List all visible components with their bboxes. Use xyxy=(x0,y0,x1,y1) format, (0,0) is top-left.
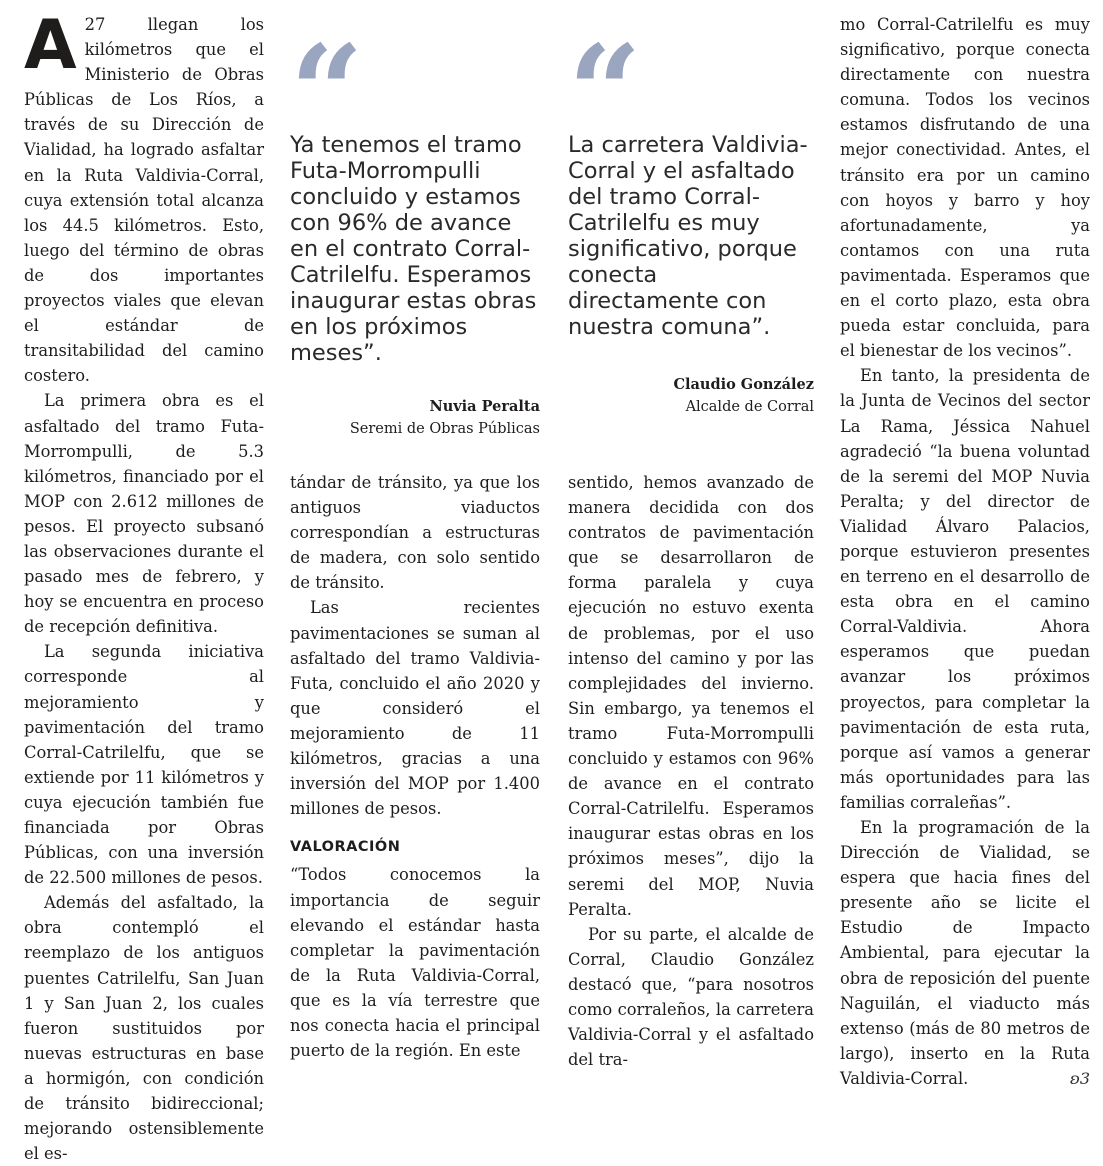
paragraph: Las recientes pavimentaciones se suman al asfaltado del tramo Valdivia-Futa, concluido el año 2020 y que consideró el mejoramiento de 11 kilómetros, gracias a una inversión del MOP por 1.400 millones de pesos. xyxy=(290,598,540,819)
quote-mark-icon: “ xyxy=(290,38,358,128)
paragraph: “Todos conocemos la importancia de seguir elevando el estándar hasta completar la pavimentación de la Ruta Valdivia-Corral, que es la vía terrestre que nos conecta hacia el principal puerto de la región. En este xyxy=(290,865,540,1061)
paragraph: Por su parte, el alcalde de Corral, Claudio González destacó que, “para nosotros como corraleños, la carretera Valdivia-Corral y el asfaltado del tra- xyxy=(568,924,814,1070)
paragraph: mo Corral-Catrilelfu es muy significativo, porque conecta directamente con nuestra comuna. Todos los vecinos estamos disfrutando de una mejor conectividad. Antes, el tránsito era por un camino con hoyos y barro y hoy afortunadamente, ya contamos con una ruta pavimentada. Esperamos que en el corto plazo, esta obra pueda estar concluida, para el bienestar de los vecinos”. xyxy=(840,15,1090,361)
quote-attribution xyxy=(290,396,540,440)
article-column-2 xyxy=(290,470,540,1063)
quote-author-role: Seremi de Obras Públicas xyxy=(349,421,540,437)
paragraph: tándar de tránsito, ya que los antiguos viaductos correspondían a estructuras de madera, con solo sentido de tránsito. xyxy=(290,473,540,593)
quote-author-name: Nuvia Peralta xyxy=(429,398,540,415)
pull-quote-text: La carretera Valdivia-Corral y el asfaltado del tramo Corral-Catrilelfu es muy significativo, porque conecta directamente con nuestra comuna”. xyxy=(568,132,808,340)
closing-text: En la programación de la Dirección de Vialidad, se espera que hacia fines del presente año se licite el Estudio de Impacto Ambiental, para ejecutar la obra de reposición del puente Naguilán, el viaducto más extenso (más de 80 metros de largo), inserto en la Ruta Valdivia-Corral. xyxy=(840,818,1090,1088)
pull-quote-peralta xyxy=(290,38,540,440)
pull-quote-text: Ya tenemos el tramo Futa-Morrompulli concluido y estamos con 96% de avance en el contrato Corral-Catrilelfu. Esperamos inaugurar estas obras en los próximos meses”. xyxy=(290,132,537,366)
quote-attribution xyxy=(568,374,814,418)
quote-mark-icon: “ xyxy=(568,38,636,128)
quote-author-role: Alcalde de Corral xyxy=(685,399,814,415)
paragraph: sentido, hemos avanzado de manera decidida con dos contratos de pavimentación que se desarrollaron de forma paralela y cuya ejecución no estuvo exenta de problemas, por el uso intenso del camino y por las complejidades del invierno. Sin embargo, ya tenemos el tramo Futa-Morrompulli concluido y estamos con 96% de avance en el contrato Corral-Catrilelfu. Esperamos inaugurar estas obras en los próximos meses”, dijo la seremi del MOP, Nuvia Peralta. xyxy=(568,473,814,919)
pull-quote-gonzalez xyxy=(568,38,814,418)
paragraph: La primera obra es el asfaltado del tramo Futa-Morrompulli, de 5.3 kilómetros, financiado por el MOP con 2.612 millones de pesos. El proyecto subsanó las observaciones durante el pasado mes de febrero, y hoy se encuentra en proceso de recepción definitiva. xyxy=(24,391,264,637)
lead-text: 27 llegan los kilómetros que el Ministerio de Obras Públicas de Los Ríos, a través de su Dirección de Vialidad, ha logrado asfaltar en la Ruta Valdivia-Corral, cuya extensión total alcanza los 44.5 kilómetros. Esto, luego del término de obras de dos importantes proyectos viales que elevan el estándar de transitabilidad del camino costero. xyxy=(24,15,264,386)
article-column-3 xyxy=(568,470,814,1072)
paragraph: Además del asfaltado, la obra contempló el reemplazo de los antiguos puentes Catrilelfu, San Juan 1 y San Juan 2, los cuales fueron sustituidos por nuevas estructuras en base a hormigón, con condición de tránsito bidireccional; mejorando ostensiblemente el es- xyxy=(24,893,264,1164)
drop-cap: A xyxy=(24,6,77,85)
lead-paragraph xyxy=(24,6,264,388)
paragraph xyxy=(840,815,1090,1091)
paragraph: La segunda iniciativa corresponde al mejoramiento y pavimentación del tramo Corral-Catrilelfu, que se extiende por 11 kilómetros y cuya ejecución también fue financiada por Obras Públicas, con una inversión de 22.500 millones de pesos. xyxy=(24,642,264,888)
paragraph: En tanto, la presidenta de la Junta de Vecinos del sector La Rama, Jéssica Nahuel agradeció “la buena voluntad de la seremi del MOP Nuvia Peralta; y del director de Vialidad Álvaro Palacios, porque estuvieron presentes en terreno en el desarrollo de esta obra en el camino Corral-Valdivia. Ahora esperamos que puedan avanzar los próximos proyectos, para completar la pavimentación de esta ruta, porque así vamos a generar más oportunidades para las familias corraleñas”. xyxy=(840,366,1090,812)
end-mark-icon: ʚ3 xyxy=(1070,1068,1090,1088)
quote-author-name: Claudio González xyxy=(673,376,814,393)
section-subhead: VALORACIÓN xyxy=(290,839,401,856)
article-column-4 xyxy=(840,12,1090,1091)
article-column-1 xyxy=(24,6,264,1166)
